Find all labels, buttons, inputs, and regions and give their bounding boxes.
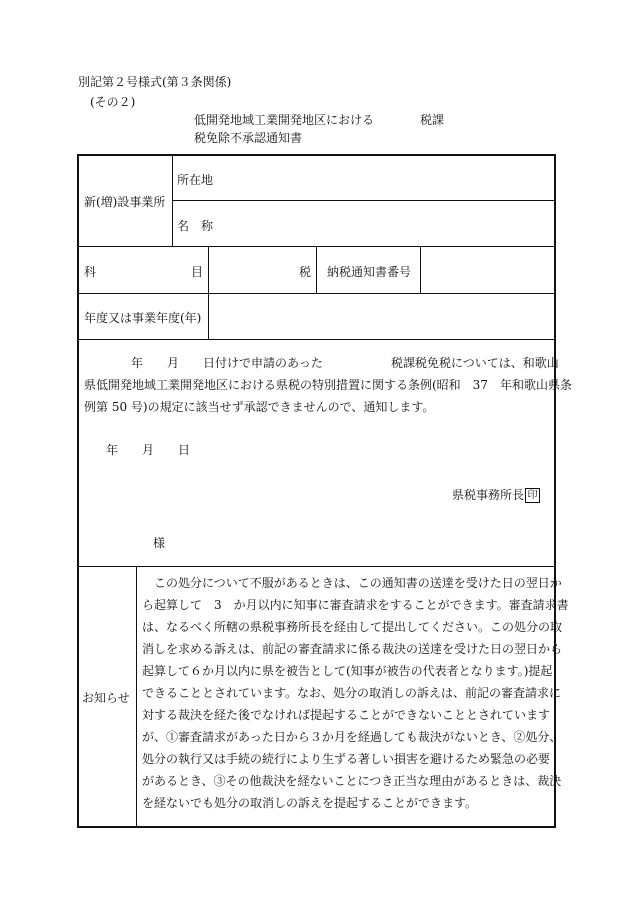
title-line-2: 税免除不承認通知書 bbox=[194, 131, 303, 145]
rule-establishment-divider bbox=[172, 156, 173, 246]
addressee-suffix: 様 bbox=[153, 536, 166, 550]
notice-text-line-3: 例第 50 号)の規定に該当せず承認できませんので、通知します。 bbox=[84, 400, 435, 414]
fiscal-year-label: 年度又は事業年度(年) bbox=[84, 311, 202, 325]
notice-label: お知らせ bbox=[82, 691, 130, 705]
rule-notice-divider bbox=[136, 566, 137, 828]
rule-subject-bottom bbox=[79, 293, 556, 294]
notice-line: この処分について不服があるときは、この通知書の送達を受けた日の翌日か bbox=[142, 576, 562, 590]
form-reference: 別記第２号様式(第３条関係) bbox=[78, 75, 232, 89]
notice-line: ら起算して 3 か月以内に知事に審査請求をすることができます。審査請求書 bbox=[142, 598, 569, 612]
rule-year-divider bbox=[208, 293, 209, 339]
notice-text-line-1b: 税課税免税については、和歌山 bbox=[391, 356, 559, 370]
notice-text-line-1a: 年 月 日付けで申請のあった bbox=[131, 356, 323, 370]
name-label: 名 称 bbox=[177, 219, 214, 233]
notice-line: できることとされています。なお、処分の取消しの訴えは、前記の審査請求に bbox=[142, 686, 562, 700]
notice-line: は、なるべく所轄の県税事務所長を経由して提出してください。この処分の取 bbox=[142, 620, 563, 634]
rule-subject-divider-3 bbox=[420, 246, 421, 293]
title-line-1: 低開発地域工業開発地区における bbox=[194, 113, 375, 127]
rule-location-name bbox=[172, 200, 556, 201]
rule-year-bottom bbox=[79, 339, 556, 340]
notice-line: を経ないでも処分の取消しの訴えを提起することができます。 bbox=[142, 796, 478, 810]
rule-establishment-bottom bbox=[79, 246, 556, 247]
notice-line: 起算して６か月以内に県を被告として(知事が被告の代表者となります。)提起 bbox=[142, 664, 553, 678]
seal-mark: 印 bbox=[525, 488, 540, 503]
tax-notice-number-label: 納税通知書番号 bbox=[327, 265, 412, 279]
issue-date: 年 月 日 bbox=[106, 443, 191, 457]
notice-line: 処分の執行又は手続の続行により生ずる著しい損害を避けるため緊急の必要 bbox=[142, 752, 551, 766]
notice-text-line-2: 県低開発地域工業開発地区における県税の特別措置に関する条例(昭和 37 年和歌山県条 bbox=[84, 378, 572, 392]
rule-subject-divider-1 bbox=[208, 246, 209, 293]
issuer-signature bbox=[452, 484, 540, 506]
subject-label-1: 科 bbox=[84, 265, 97, 279]
issuer-title: 県税事務所長 bbox=[452, 488, 525, 502]
form-sub-reference: (その２) bbox=[90, 95, 136, 109]
notice-line: があるとき、③その他裁決を経ないことにつき正当な理由があるときは、裁決 bbox=[142, 774, 562, 788]
notice-line: が、①審査請求があった日から３か月を経過しても裁決がないとき、②処分、 bbox=[142, 730, 562, 744]
tax-label: 税 bbox=[299, 265, 312, 279]
rule-body-bottom bbox=[79, 566, 556, 567]
location-label: 所在地 bbox=[177, 173, 214, 187]
notice-line: 対する裁決を経た後でなければ提起することができないこととされています bbox=[142, 708, 551, 722]
notice-line: 消しを求める訴えは、前記の審査請求に係る裁決の送達を受けた日の翌日から bbox=[142, 642, 563, 656]
subject-label-2: 目 bbox=[191, 265, 204, 279]
establishment-label: 新(増)設事業所 bbox=[84, 195, 166, 209]
rule-subject-divider-2 bbox=[316, 246, 317, 293]
title-tax-type: 税課 bbox=[420, 113, 445, 127]
notice-text bbox=[142, 572, 569, 814]
